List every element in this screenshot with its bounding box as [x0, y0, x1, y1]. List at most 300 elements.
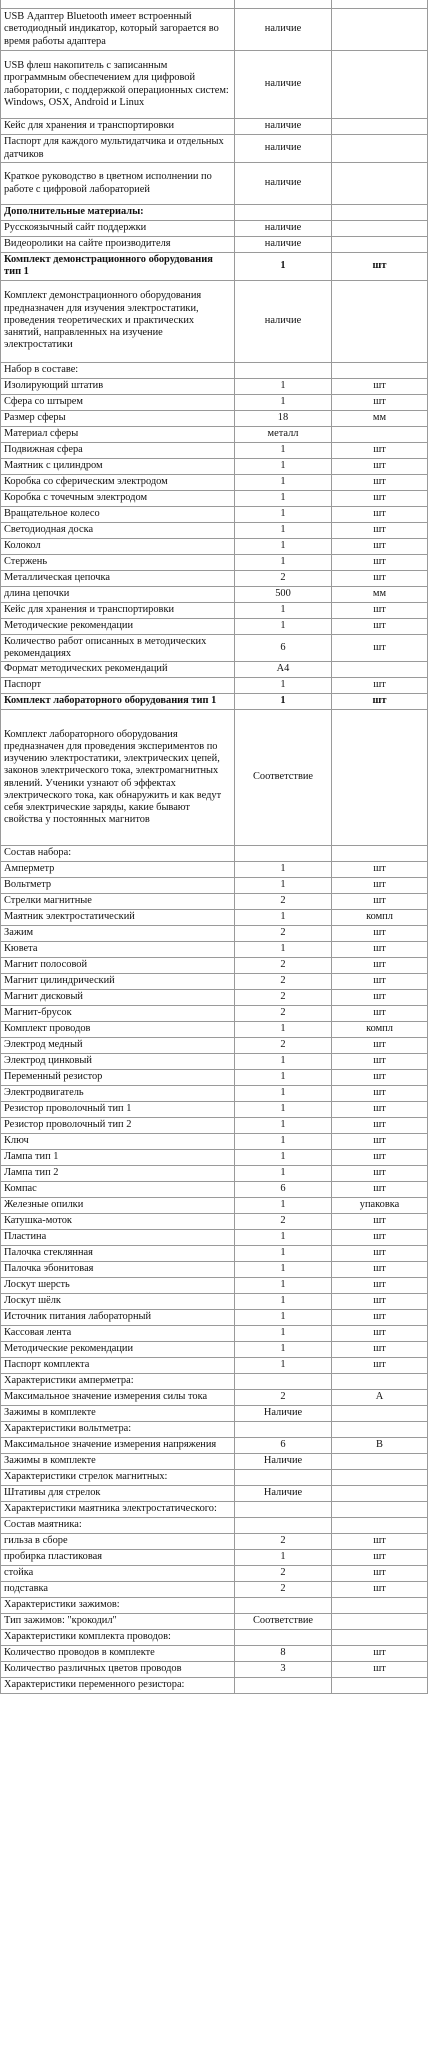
cell-name: Тип зажимов: "крокодил": [1, 1614, 235, 1630]
cell-name: Палочка эбонитовая: [1, 1262, 235, 1278]
cell-unit: [332, 710, 428, 846]
table-row: [1, 394, 428, 410]
cell-value: 1: [235, 1310, 332, 1326]
cell-unit: шт: [332, 1278, 428, 1294]
cell-name: Источник питания лабораторный: [1, 1310, 235, 1326]
cell-unit: [332, 1502, 428, 1518]
cell-name: Светодиодная доска: [1, 522, 235, 538]
table-row: [1, 618, 428, 634]
cell-value: 1: [235, 378, 332, 394]
cell-value: 1: [235, 678, 332, 694]
cell-name: Комплект лабораторного оборудования предназначен для проведения экспериментов по изучению электростатики, электрических цепей, законов электрического тока, электромагнитных явлений. Ученики узнают об эффектах электрического тока, как обнаружить и как ведут себя электрические заряды, какие бывают свойства у постоянных магнитов: [1, 710, 235, 846]
table-row: [1, 474, 428, 490]
cell-name: Компас: [1, 1182, 235, 1198]
cell-unit: шт: [332, 990, 428, 1006]
cell-unit: [332, 135, 428, 163]
cell-unit: шт: [332, 1550, 428, 1566]
cell-name: Формат методических рекомендаций: [1, 662, 235, 678]
table-row: [1, 1502, 428, 1518]
table-row: [1, 1006, 428, 1022]
cell-name: Паспорт комплекта: [1, 1358, 235, 1374]
cell-name: Максимальное значение измерения силы тока: [1, 1390, 235, 1406]
cell-unit: шт: [332, 538, 428, 554]
cell-name: Кейс для хранения и транспортировки: [1, 602, 235, 618]
cell-unit: шт: [332, 1102, 428, 1118]
cell-name: Количество работ описанных в методических рекомендациях: [1, 634, 235, 662]
table-row: [1, 958, 428, 974]
cell-unit: [332, 163, 428, 205]
table-row: [1, 1646, 428, 1662]
table-row: [1, 280, 428, 362]
cell-name: Коробка с точечным электродом: [1, 490, 235, 506]
cell-unit: шт: [332, 1582, 428, 1598]
cell-name: Видеоролики на сайте производителя: [1, 237, 235, 253]
table-row: [1, 694, 428, 710]
cell-name: Кейс для хранения и транспортировки: [1, 119, 235, 135]
cell-unit: шт: [332, 678, 428, 694]
cell-value: 2: [235, 1582, 332, 1598]
cell-name: Комплект проводов: [1, 1022, 235, 1038]
cell-value: наличие: [235, 280, 332, 362]
cell-name: Комплект демонстрационного оборудования предназначен для изучения электростатики, проведения теоретических и практических занятий, направленных на изучение электростатики: [1, 280, 235, 362]
table-row: [1, 205, 428, 221]
table-row: [1, 634, 428, 662]
table-row: [1, 1022, 428, 1038]
cell-name: Характеристики амперметра:: [1, 1374, 235, 1390]
cell-value: 2: [235, 1038, 332, 1054]
cell-name: Маятник с цилиндром: [1, 458, 235, 474]
cell-value: наличие: [235, 221, 332, 237]
table-row: [1, 1662, 428, 1678]
cell-unit: [332, 1614, 428, 1630]
cell-name: Стержень: [1, 554, 235, 570]
table-row: [1, 410, 428, 426]
cell-name: Методические рекомендации: [1, 1342, 235, 1358]
cell-unit: шт: [332, 1038, 428, 1054]
cell-value: 2: [235, 1534, 332, 1550]
cell-value: 1: [235, 602, 332, 618]
cell-name: Характеристики маятника электростатического:: [1, 1502, 235, 1518]
cell-name: Материал сферы: [1, 426, 235, 442]
cell-value: 1: [235, 1262, 332, 1278]
cell-unit: шт: [332, 1294, 428, 1310]
cell-unit: [332, 221, 428, 237]
table-row: [1, 990, 428, 1006]
cell-name: Амперметр: [1, 862, 235, 878]
table-row: [1, 1454, 428, 1470]
cell-unit: шт: [332, 458, 428, 474]
cell-value: 1: [235, 1166, 332, 1182]
cell-unit: [332, 426, 428, 442]
table-row: [1, 1134, 428, 1150]
cell-name: Русскоязычный сайт поддержки: [1, 221, 235, 237]
cell-unit: шт: [332, 1326, 428, 1342]
cell-name: Палочка стеклянная: [1, 1246, 235, 1262]
cell-name: Комплект лабораторного оборудования тип 1: [1, 694, 235, 710]
cell-value: 1: [235, 1086, 332, 1102]
cell-unit: шт: [332, 926, 428, 942]
cell-unit: [332, 237, 428, 253]
cell-name: Катушка-моток: [1, 1214, 235, 1230]
table-row: [1, 586, 428, 602]
cell-value: Наличие: [235, 1454, 332, 1470]
table-row: [1, 163, 428, 205]
cell-name: Электрод медный: [1, 1038, 235, 1054]
cell-value: 1: [235, 458, 332, 474]
cell-unit: шт: [332, 1262, 428, 1278]
table-row: [1, 554, 428, 570]
cell-name: Состав набора:: [1, 846, 235, 862]
table-row: [1, 1086, 428, 1102]
table-row: [1, 1390, 428, 1406]
table-row: [1, 362, 428, 378]
specification-table-body: [1, 0, 428, 1694]
cell-unit: шт: [332, 253, 428, 281]
cell-unit: шт: [332, 506, 428, 522]
cell-value: 1: [235, 394, 332, 410]
table-row: [1, 1614, 428, 1630]
table-row: [1, 1214, 428, 1230]
cell-value: 1: [235, 1294, 332, 1310]
cell-value: [235, 846, 332, 862]
cell-unit: В: [332, 1438, 428, 1454]
cell-name: Характеристики вольтметра:: [1, 1422, 235, 1438]
table-row: [1, 442, 428, 458]
table-row: [1, 1278, 428, 1294]
table-row: [1, 237, 428, 253]
cell-name: Характеристики комплекта проводов:: [1, 1630, 235, 1646]
cell-name: Кассовая лента: [1, 1326, 235, 1342]
cell-unit: шт: [332, 1214, 428, 1230]
cell-unit: шт: [332, 474, 428, 490]
cell-value: [235, 1374, 332, 1390]
cell-value: 2: [235, 894, 332, 910]
table-row: [1, 1438, 428, 1454]
cell-value: [235, 0, 332, 9]
table-row: [1, 1102, 428, 1118]
cell-unit: [332, 1486, 428, 1502]
cell-name: Максимальное значение измерения напряжения: [1, 1438, 235, 1454]
table-row: [1, 1198, 428, 1214]
cell-unit: шт: [332, 570, 428, 586]
cell-value: наличие: [235, 51, 332, 119]
cell-unit: шт: [332, 1246, 428, 1262]
cell-name: Дополнительные материалы:: [1, 205, 235, 221]
cell-value: 1: [235, 253, 332, 281]
cell-value: 1: [235, 618, 332, 634]
cell-unit: шт: [332, 1134, 428, 1150]
cell-value: 1: [235, 1246, 332, 1262]
table-row: [1, 1182, 428, 1198]
cell-name: Лампа тип 2: [1, 1166, 235, 1182]
table-row: [1, 51, 428, 119]
table-row: [1, 1470, 428, 1486]
cell-name: Характеристики переменного резистора:: [1, 1678, 235, 1694]
cell-value: 1: [235, 1230, 332, 1246]
table-row: [1, 1486, 428, 1502]
cell-unit: А: [332, 1390, 428, 1406]
cell-name: Зажимы в комплекте: [1, 1454, 235, 1470]
table-row: [1, 1118, 428, 1134]
table-row: [1, 1358, 428, 1374]
cell-name: Магнит-брусок: [1, 1006, 235, 1022]
cell-name: Сфера со штырем: [1, 394, 235, 410]
cell-name: Характеристики стрелок магнитных:: [1, 1470, 235, 1486]
cell-unit: [332, 1470, 428, 1486]
table-row: [1, 426, 428, 442]
cell-name: USB Адаптер Bluetooth имеет встроенный светодиодный индикатор, который загорается во время работы адаптера: [1, 9, 235, 51]
cell-value: Наличие: [235, 1486, 332, 1502]
cell-unit: шт: [332, 1230, 428, 1246]
table-row: [1, 570, 428, 586]
table-row: [1, 1342, 428, 1358]
cell-name: Методические рекомендации: [1, 618, 235, 634]
cell-unit: [332, 1518, 428, 1534]
cell-value: 500: [235, 586, 332, 602]
cell-name: Металлическая цепочка: [1, 570, 235, 586]
cell-name: длина цепочки: [1, 586, 235, 602]
table-row: [1, 926, 428, 942]
cell-value: 2: [235, 926, 332, 942]
cell-unit: шт: [332, 618, 428, 634]
cell-value: 3: [235, 1662, 332, 1678]
cell-name: Зажимы в комплекте: [1, 1406, 235, 1422]
table-row: [1, 678, 428, 694]
table-row: [1, 1566, 428, 1582]
cell-name: подставка: [1, 1582, 235, 1598]
cell-name: Паспорт: [1, 678, 235, 694]
table-row: [1, 1310, 428, 1326]
cell-unit: [332, 1678, 428, 1694]
cell-name: Состав маятника:: [1, 1518, 235, 1534]
cell-unit: [332, 1422, 428, 1438]
table-row: [1, 894, 428, 910]
cell-name: Количество различных цветов проводов: [1, 1662, 235, 1678]
table-row: [1, 1550, 428, 1566]
cell-name: Количество проводов в комплекте: [1, 1646, 235, 1662]
table-row: [1, 1598, 428, 1614]
cell-value: [235, 1518, 332, 1534]
cell-name: Штативы для стрелок: [1, 1486, 235, 1502]
table-row: [1, 9, 428, 51]
cell-unit: шт: [332, 602, 428, 618]
cell-name: Характеристики зажимов:: [1, 1598, 235, 1614]
cell-name: Электрод цинковый: [1, 1054, 235, 1070]
table-row: [1, 974, 428, 990]
table-row: [1, 1150, 428, 1166]
cell-value: Наличие: [235, 1406, 332, 1422]
cell-name: [1, 0, 235, 9]
cell-value: наличие: [235, 9, 332, 51]
cell-unit: шт: [332, 1662, 428, 1678]
cell-unit: шт: [332, 442, 428, 458]
cell-unit: [332, 1454, 428, 1470]
cell-value: 2: [235, 1214, 332, 1230]
table-row: [1, 538, 428, 554]
cell-value: 2: [235, 974, 332, 990]
cell-value: 1: [235, 506, 332, 522]
cell-unit: шт: [332, 394, 428, 410]
table-row: [1, 253, 428, 281]
cell-name: Стрелки магнитные: [1, 894, 235, 910]
cell-name: Колокол: [1, 538, 235, 554]
cell-value: 1: [235, 942, 332, 958]
table-row: [1, 506, 428, 522]
cell-name: Пластина: [1, 1230, 235, 1246]
cell-unit: шт: [332, 1182, 428, 1198]
cell-name: Зажим: [1, 926, 235, 942]
cell-unit: [332, 280, 428, 362]
table-row: [1, 1518, 428, 1534]
table-row: [1, 221, 428, 237]
cell-value: 1: [235, 862, 332, 878]
cell-value: 1: [235, 1134, 332, 1150]
cell-unit: шт: [332, 1646, 428, 1662]
cell-unit: шт: [332, 942, 428, 958]
cell-value: 1: [235, 1022, 332, 1038]
cell-name: Лампа тип 1: [1, 1150, 235, 1166]
cell-name: Резистор проволочный тип 2: [1, 1118, 235, 1134]
table-row: [1, 1326, 428, 1342]
cell-name: Магнит дисковый: [1, 990, 235, 1006]
table-row: [1, 1534, 428, 1550]
cell-value: 1: [235, 522, 332, 538]
cell-value: 6: [235, 1182, 332, 1198]
cell-unit: шт: [332, 1534, 428, 1550]
cell-unit: [332, 1630, 428, 1646]
cell-unit: мм: [332, 410, 428, 426]
cell-value: [235, 1422, 332, 1438]
cell-unit: [332, 205, 428, 221]
table-row: [1, 458, 428, 474]
cell-unit: шт: [332, 1054, 428, 1070]
table-row: [1, 1422, 428, 1438]
cell-unit: шт: [332, 378, 428, 394]
cell-unit: компл: [332, 910, 428, 926]
cell-value: 1: [235, 1342, 332, 1358]
table-row: [1, 602, 428, 618]
cell-value: 1: [235, 1278, 332, 1294]
cell-value: наличие: [235, 163, 332, 205]
table-row: [1, 0, 428, 9]
cell-name: Размер сферы: [1, 410, 235, 426]
cell-value: [235, 362, 332, 378]
table-row: [1, 710, 428, 846]
cell-value: [235, 1470, 332, 1486]
cell-name: Комплект демонстрационного оборудования тип 1: [1, 253, 235, 281]
cell-value: [235, 1630, 332, 1646]
cell-value: А4: [235, 662, 332, 678]
cell-unit: шт: [332, 878, 428, 894]
table-row: [1, 1406, 428, 1422]
table-row: [1, 1678, 428, 1694]
table-row: [1, 378, 428, 394]
cell-value: 2: [235, 570, 332, 586]
cell-unit: шт: [332, 1358, 428, 1374]
cell-value: 1: [235, 474, 332, 490]
cell-unit: шт: [332, 1006, 428, 1022]
table-row: [1, 1038, 428, 1054]
cell-unit: шт: [332, 1070, 428, 1086]
cell-value: [235, 205, 332, 221]
table-row: [1, 662, 428, 678]
cell-value: наличие: [235, 119, 332, 135]
cell-unit: [332, 51, 428, 119]
cell-value: 1: [235, 1070, 332, 1086]
cell-name: пробирка пластиковая: [1, 1550, 235, 1566]
cell-name: стойка: [1, 1566, 235, 1582]
cell-value: 1: [235, 694, 332, 710]
cell-unit: шт: [332, 862, 428, 878]
cell-value: 6: [235, 634, 332, 662]
cell-value: наличие: [235, 135, 332, 163]
cell-value: 2: [235, 958, 332, 974]
cell-value: 1: [235, 490, 332, 506]
cell-unit: [332, 846, 428, 862]
cell-value: 8: [235, 1646, 332, 1662]
cell-name: Коробка со сферическим электродом: [1, 474, 235, 490]
cell-unit: шт: [332, 958, 428, 974]
cell-name: Лоскут шёлк: [1, 1294, 235, 1310]
cell-value: Соответствие: [235, 1614, 332, 1630]
cell-name: Кювета: [1, 942, 235, 958]
table-row: [1, 1262, 428, 1278]
table-row: [1, 1630, 428, 1646]
table-row: [1, 910, 428, 926]
cell-name: Магнит цилиндрический: [1, 974, 235, 990]
cell-name: Подвижная сфера: [1, 442, 235, 458]
cell-unit: шт: [332, 490, 428, 506]
cell-name: Вращательное колесо: [1, 506, 235, 522]
cell-value: 1: [235, 1150, 332, 1166]
table-row: [1, 1246, 428, 1262]
cell-unit: шт: [332, 1086, 428, 1102]
cell-value: 1: [235, 1054, 332, 1070]
cell-unit: [332, 1598, 428, 1614]
table-row: [1, 1294, 428, 1310]
cell-value: 1: [235, 1358, 332, 1374]
cell-value: [235, 1678, 332, 1694]
table-row: [1, 1166, 428, 1182]
cell-value: металл: [235, 426, 332, 442]
cell-name: Маятник электростатический: [1, 910, 235, 926]
cell-unit: шт: [332, 694, 428, 710]
cell-value: 2: [235, 1390, 332, 1406]
table-row: [1, 1054, 428, 1070]
cell-value: 1: [235, 878, 332, 894]
table-row: [1, 878, 428, 894]
cell-value: 1: [235, 1118, 332, 1134]
cell-unit: шт: [332, 554, 428, 570]
cell-value: 1: [235, 910, 332, 926]
cell-value: 2: [235, 990, 332, 1006]
table-row: [1, 1374, 428, 1390]
cell-unit: упаковка: [332, 1198, 428, 1214]
table-row: [1, 862, 428, 878]
cell-value: 2: [235, 1006, 332, 1022]
cell-unit: компл: [332, 1022, 428, 1038]
table-row: [1, 522, 428, 538]
table-row: [1, 119, 428, 135]
table-row: [1, 490, 428, 506]
cell-name: Вольтметр: [1, 878, 235, 894]
cell-name: Резистор проволочный тип 1: [1, 1102, 235, 1118]
cell-value: Соответствие: [235, 710, 332, 846]
cell-unit: шт: [332, 1150, 428, 1166]
cell-unit: шт: [332, 1166, 428, 1182]
cell-unit: шт: [332, 1566, 428, 1582]
cell-name: гильза в сборе: [1, 1534, 235, 1550]
